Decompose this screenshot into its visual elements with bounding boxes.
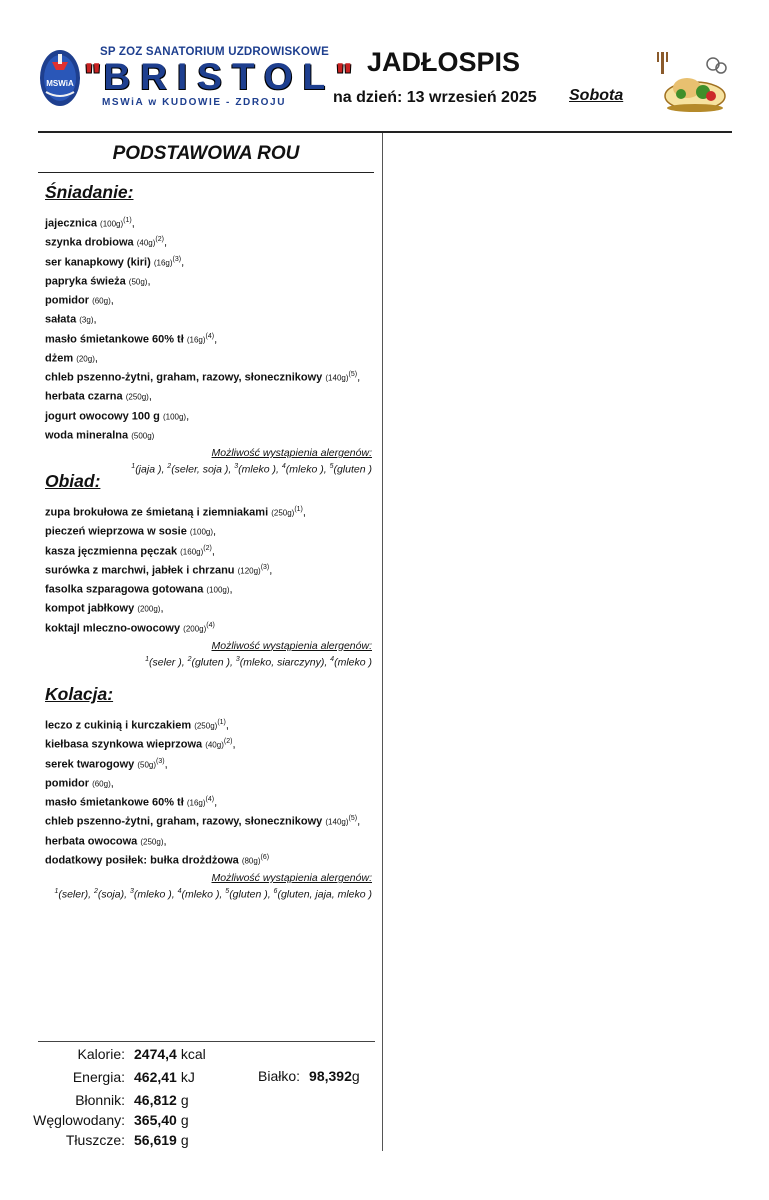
menu-item-name: pomidor <box>45 294 89 307</box>
svg-text:MSWiA: MSWiA <box>46 79 74 88</box>
section-heading: Kolacja: <box>45 684 114 704</box>
allergen-text: (mleko, siarczyny), <box>239 656 331 669</box>
menu-item-name: jogurt owocowy 100 g <box>45 410 160 423</box>
nutrition-label: Energia: <box>72 1069 125 1085</box>
section-heading: Obiad: <box>45 471 101 491</box>
menu-item <box>45 541 374 560</box>
allergen-text: (gluten, jaja, mleko ) <box>277 888 372 901</box>
allergen-number: 4 <box>281 463 286 470</box>
section-heading: Śniadanie: <box>45 182 134 202</box>
nutrition-label: Kalorie: <box>77 1046 125 1062</box>
allergen-text: (mleko ), <box>285 463 330 476</box>
food-plate-icon <box>655 50 731 114</box>
allergen-number: 5 <box>225 888 230 895</box>
menu-item-quantity: (140g) <box>325 817 349 827</box>
nutrition-value: 365,40 <box>134 1112 177 1128</box>
menu-item <box>45 850 374 869</box>
section-obiad <box>38 470 374 669</box>
allergen-title: Możliwość wystąpienia alergenów: <box>211 639 372 652</box>
menu-item-allergen-ref: (1) <box>294 506 303 513</box>
allergen-number: 5 <box>329 463 334 470</box>
allergen-text: (jaja ), <box>135 463 168 476</box>
menu-item <box>45 232 374 251</box>
menu-item <box>45 329 374 348</box>
page-title: JADŁOSPIS <box>367 47 521 77</box>
nutrition-value: 46,812 <box>134 1092 177 1108</box>
nutrition-blonnik <box>0 1089 189 1111</box>
menu-item-separator: , <box>164 758 168 771</box>
menu-item-name: masło śmietankowe 60% tł <box>45 796 184 809</box>
menu-item-quantity: (40g) <box>136 238 156 248</box>
menu-item-name: kiełbasa szynkowa wieprzowa <box>45 738 203 751</box>
menu-day: Sobota <box>569 87 624 104</box>
nutrition-value: 98,392 <box>309 1068 352 1084</box>
menu-item-separator: , <box>160 602 164 615</box>
menu-item-allergen-ref: (5) <box>348 815 358 823</box>
allergen-text: (mleko ), <box>133 888 178 901</box>
menu-item-quantity: (60g) <box>92 296 111 306</box>
menu-item <box>45 715 374 734</box>
menu-item <box>45 831 374 850</box>
menu-item-separator: , <box>302 506 306 519</box>
nutrition-unit: g <box>351 1068 360 1084</box>
menu-item <box>45 367 374 386</box>
allergen-number: 4 <box>330 655 335 663</box>
menu-item-name: szynka drobiowa <box>45 236 134 249</box>
menu-item-separator: , <box>269 564 273 577</box>
nutrition-unit: g <box>180 1132 189 1148</box>
menu-item-separator: , <box>163 236 168 249</box>
menu-item-quantity: (160g) <box>180 547 204 557</box>
menu-item-separator: , <box>181 256 185 269</box>
menu-item-separator: , <box>225 719 229 732</box>
menu-item-separator: , <box>93 313 97 326</box>
nutrition-bialko <box>258 1068 360 1084</box>
menu-item-name: kompot jabłkowy <box>45 602 135 615</box>
menu-item-separator: , <box>131 217 135 230</box>
menu-item-name: jajecznica <box>45 217 97 230</box>
menu-item-allergen-ref: (2) <box>223 738 233 746</box>
allergen-number: 1 <box>131 463 136 470</box>
allergen-text: (gluten ), <box>229 888 274 901</box>
menu-item-separator: , <box>214 333 218 346</box>
menu-item <box>45 271 374 290</box>
menu-item <box>45 213 374 232</box>
menu-item <box>45 579 374 598</box>
menu-item <box>45 773 374 792</box>
allergen-list <box>38 653 374 670</box>
menu-item-allergen-ref: (2) <box>155 236 164 244</box>
nutrition-value: 2474,4 <box>134 1046 177 1062</box>
menu-item-separator: , <box>110 294 114 307</box>
menu-item-name: dodatkowy posiłek: bułka drożdżowa <box>45 854 239 867</box>
menu-item-allergen-ref: (6) <box>260 853 270 861</box>
menu-item-quantity: (100g) <box>100 219 124 229</box>
menu-item-name: koktajl mleczno-owocowy <box>45 622 181 635</box>
menu-item-name: chleb pszenno-żytni, graham, razowy, słonecznikowy <box>45 371 323 384</box>
menu-item-name: leczo z cukinią i kurczakiem <box>45 719 192 732</box>
page-header <box>0 0 769 132</box>
menu-item-allergen-ref: (2) <box>203 544 212 552</box>
menu-item-allergen-ref: (3) <box>156 757 165 765</box>
menu-item <box>45 502 374 521</box>
menu-item-name: serek twarogowy <box>45 758 135 771</box>
menu-item-quantity: (50g) <box>137 760 157 770</box>
menu-item-allergen-ref: (3) <box>172 255 182 263</box>
menu-item-separator: , <box>110 777 114 790</box>
menu-item-quantity: (250g) <box>140 837 164 847</box>
nutrition-value: 462,41 <box>134 1069 177 1085</box>
menu-item-separator: , <box>211 545 215 558</box>
menu-item-quantity: (50g) <box>128 277 148 287</box>
menu-item <box>45 811 374 830</box>
menu-item-name: masło śmietankowe 60% tł <box>45 333 184 346</box>
menu-item <box>45 252 374 271</box>
column-divider <box>382 133 383 1151</box>
meal-items <box>38 502 374 637</box>
allergen-text: (soja), <box>97 888 130 901</box>
allergen-list <box>38 885 374 902</box>
menu-item-name: herbata owocowa <box>45 835 138 848</box>
menu-item-separator: , <box>213 525 217 538</box>
allergen-number: 3 <box>129 888 134 895</box>
menu-item-quantity: (250g) <box>125 392 149 402</box>
nutrition-energia <box>0 1066 195 1088</box>
allergen-number: 1 <box>54 888 59 895</box>
menu-item-allergen-ref: (4) <box>205 796 215 803</box>
menu-item-quantity: (140g) <box>325 373 349 383</box>
menu-item-quantity: (120g) <box>237 566 261 576</box>
menu-item <box>45 560 374 579</box>
menu-date: na dzień: 13 wrzesień 2025 <box>333 89 537 106</box>
menu-item-separator: , <box>229 583 233 596</box>
menu-item-quantity: (3g) <box>79 315 94 325</box>
menu-item-separator: , <box>163 835 167 848</box>
menu-item-quantity: (200g) <box>183 624 207 634</box>
menu-item-quantity: (16g) <box>153 258 173 268</box>
nutrition-label: Błonnik: <box>75 1092 125 1108</box>
menu-item <box>45 425 374 444</box>
allergen-number: 4 <box>177 888 182 895</box>
menu-item <box>45 521 374 540</box>
menu-item-allergen-ref: (1) <box>217 719 226 726</box>
nutrition-label: Węglowodany: <box>33 1112 125 1128</box>
menu-item <box>45 754 374 773</box>
menu-item-name: surówka z marchwi, jabłek i chrzanu <box>45 564 235 577</box>
menu-item-separator: , <box>148 390 152 403</box>
menu-item <box>45 309 374 328</box>
menu-item <box>45 792 374 811</box>
menu-item-quantity: (250g) <box>271 508 295 518</box>
menu-item-name: pomidor <box>45 777 89 790</box>
menu-item-quantity: (60g) <box>92 779 111 789</box>
section-kolacja <box>38 683 374 902</box>
sanatorium-logo <box>38 42 355 110</box>
nutrition-label: Tłuszcze: <box>65 1132 125 1148</box>
menu-item-separator: , <box>214 796 218 809</box>
menu-item-quantity: (200g) <box>137 604 161 614</box>
menu-item-allergen-ref: (4) <box>205 332 215 340</box>
menu-item-quantity: (250g) <box>194 721 218 731</box>
menu-item-name: ser kanapkowy (kiri) <box>45 256 151 269</box>
nutrition-unit: g <box>180 1112 189 1128</box>
menu-item-quantity: (500g) <box>131 431 155 441</box>
nutrition-label: Białko: <box>258 1068 301 1084</box>
menu-item-name: fasolka szparagowa gotowana <box>45 583 204 596</box>
allergen-title: Możliwość wystąpienia alergenów: <box>211 447 372 459</box>
nutrition-unit: g <box>180 1092 189 1108</box>
menu-item-name: woda mineralna <box>45 429 129 442</box>
logo-top-text: SP ZOZ SANATORIUM UZDROWISKOWE <box>100 46 329 58</box>
menu-item <box>45 618 374 637</box>
menu-item-name: herbata czarna <box>45 390 123 403</box>
menu-item-name: papryka świeża <box>45 275 126 288</box>
menu-item-name: kasza jęczmienna pęczak <box>45 545 178 558</box>
allergen-text: (seler), <box>58 888 94 901</box>
nutrition-value: 56,619 <box>134 1132 177 1148</box>
nutrition-unit: kcal <box>180 1046 206 1062</box>
menu-item-name: sałata <box>45 313 77 326</box>
allergen-text: (seler ), <box>149 656 188 669</box>
menu-item-quantity: (16g) <box>186 335 206 345</box>
allergen-title: Możliwość wystąpienia alergenów: <box>211 872 372 884</box>
menu-item-allergen-ref: (1) <box>123 217 132 224</box>
menu-item <box>45 406 374 425</box>
allergen-number: 1 <box>145 655 150 663</box>
diet-title: PODSTAWOWA ROU <box>112 143 300 164</box>
menu-item-quantity: (40g) <box>205 740 224 750</box>
logo-name: "BRISTOL" <box>84 56 355 97</box>
menu-item-quantity: (100g) <box>189 527 214 537</box>
menu-item-allergen-ref: (3) <box>260 563 270 571</box>
allergen-number: 3 <box>234 463 239 470</box>
menu-item <box>45 734 374 753</box>
nutrition-unit: kJ <box>180 1069 195 1085</box>
menu-item-name: zupa brokułowa ze śmietaną i ziemniakami <box>45 506 269 519</box>
nutrition-kalorie <box>0 1043 206 1065</box>
menu-item-separator: , <box>147 275 151 288</box>
nutrition-tluszcze <box>0 1129 189 1151</box>
menu-item-quantity: (100g) <box>162 412 187 422</box>
menu-item-separator: , <box>94 352 98 365</box>
menu-item-allergen-ref: (4) <box>206 621 215 629</box>
nutrition-weglowodany <box>0 1109 189 1131</box>
menu-item <box>45 348 374 367</box>
menu-item-name: chleb pszenno-żytni, graham, razowy, słonecznikowy <box>45 815 323 828</box>
logo-bottom-text: MSWiA w KUDOWIE - ZDROJU <box>102 97 287 108</box>
menu-item <box>45 598 374 617</box>
allergen-text: (seler, soja ), <box>171 463 235 476</box>
allergen-text: (mleko ), <box>238 463 282 476</box>
menu-item-quantity: (80g) <box>241 856 261 866</box>
allergen-number: 2 <box>187 655 192 663</box>
menu-item-separator: , <box>186 410 190 423</box>
section-sniadanie <box>38 181 374 477</box>
nutrition-divider <box>38 1041 375 1042</box>
allergen-number: 2 <box>93 888 98 895</box>
diet-title-underline <box>38 172 374 173</box>
allergen-text: (gluten ) <box>333 463 372 476</box>
emblem-icon <box>38 44 82 108</box>
allergen-number: 3 <box>235 655 240 663</box>
allergen-number: 6 <box>273 888 278 895</box>
menu-item-separator: , <box>357 371 361 384</box>
allergen-text: (mleko ), <box>181 888 226 901</box>
menu-item-name: pieczeń wieprzowa w sosie <box>45 525 187 538</box>
menu-item-separator: , <box>357 815 361 828</box>
menu-item-quantity: (16g) <box>186 798 206 808</box>
allergen-number: 2 <box>167 463 172 470</box>
menu-item-separator: , <box>232 738 236 751</box>
header-divider <box>38 131 732 133</box>
menu-item-name: dżem <box>45 352 74 365</box>
menu-item-allergen-ref: (5) <box>348 371 358 378</box>
allergen-text: (mleko ) <box>334 656 372 669</box>
meal-items <box>38 715 374 869</box>
menu-item-quantity: (20g) <box>76 354 95 364</box>
menu-item-quantity: (100g) <box>206 585 230 595</box>
menu-item <box>45 290 374 309</box>
meal-items <box>38 213 374 444</box>
allergen-text: (gluten ), <box>191 656 236 669</box>
menu-item <box>45 386 374 405</box>
